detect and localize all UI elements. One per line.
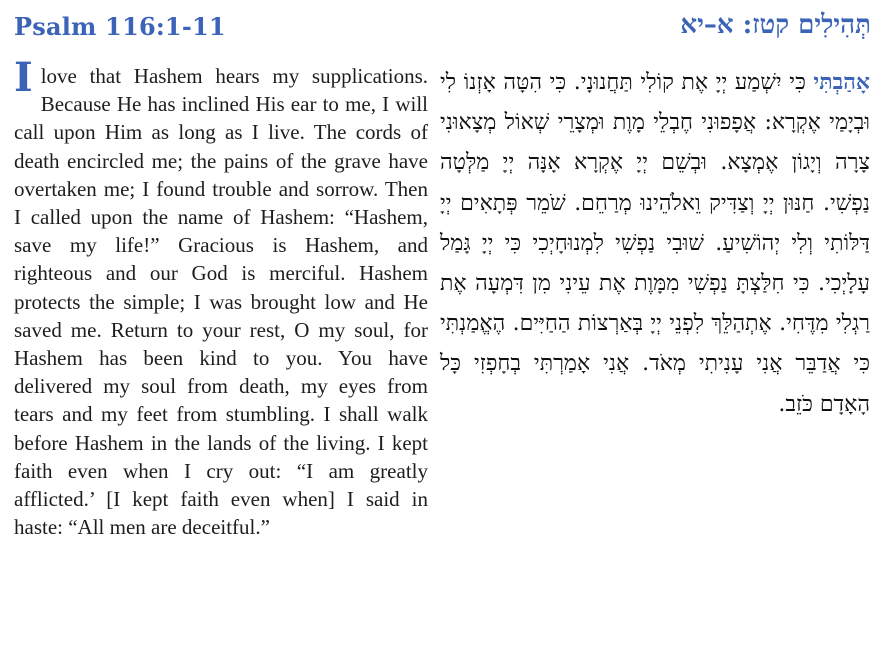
drop-cap: I — [14, 54, 33, 101]
english-body: love that Hashem hears my supplications. Because He has inclined His ear to me, I will call upon Him as long as I live. The cords of death encircled me; the pains of the grave have overtaken me; I found trouble and sorrow. Then I called upon the name of Hashem: “Hashem, save my life!” Gracious is Hashem, and righteous and our God is merciful. Hashem protects the simple; I was brought low and He saved me. Return to your rest, O my soul, for Hashem has been kind to you. You have delivered my soul from death, my eyes from tears and my feet from stumbling. I shall walk before Hashem in the lands of the living. I kept faith even when I cry out: “I am greatly afflicted.’ [I kept faith even when] I said in haste: “All men are deceitful.” — [14, 64, 428, 540]
english-title: Psalm 116:1-11 — [14, 12, 226, 41]
hebrew-first-word: אָהַבְתִּי — [813, 69, 870, 95]
hebrew-text-block — [440, 62, 870, 425]
hebrew-title: תְּהִילִים קטז: א–יא — [680, 10, 871, 40]
hebrew-body: כִּי יִשְׁמַע יְיָ אֶת קוֹלִי תַּחֲנוּנָי. כִּי הִטָּה אָזְנוֹ לִי וּבְיָמַי אֶקְרָא: אֲפָפוּנִי חֶבְלֵי מָוֶת וּמְצָרֵי שְׁאוֹל מְצָאוּנִי צָרָה וְיָגוֹן אֶמְצָא. וּבְשֵׁם יְיָ אֶקְרָא אָנָּה יְיָ מַלְּטָה נַפְשִׁי. חַנּוּן יְיָ וְצַדִּיק וֵאלֹהֵינוּ מְרַחֵם. שֹׁמֵר פְּתָאִים יְיָ דַּלּוֹתִי וְלִי יְהוֹשִׁיעַ. שׁוּבִי נַפְשִׁי לִמְנוּחָיְכִי כִּי יְיָ גָּמַל עָלָיְכִי. כִּי חִלַּצְתָּ נַפְשִׁי מִמָּוֶת אֶת עֵינִי מִן דִּמְעָה אֶת רַגְלִי מִדֶּחִי. אֶתְהַלֵּךְ לִפְנֵי יְיָ בְּאַרְצוֹת הַחַיִּים. הֶאֱמַנְתִּי כִּי אֲדַבֵּר אֲנִי עָנִיתִי מְאֹד. אֲנִי אָמַרְתִּי בְחָפְזִי כָּל הָאָדָם כֹּזֵב. — [440, 70, 870, 417]
english-text-block — [14, 54, 428, 541]
